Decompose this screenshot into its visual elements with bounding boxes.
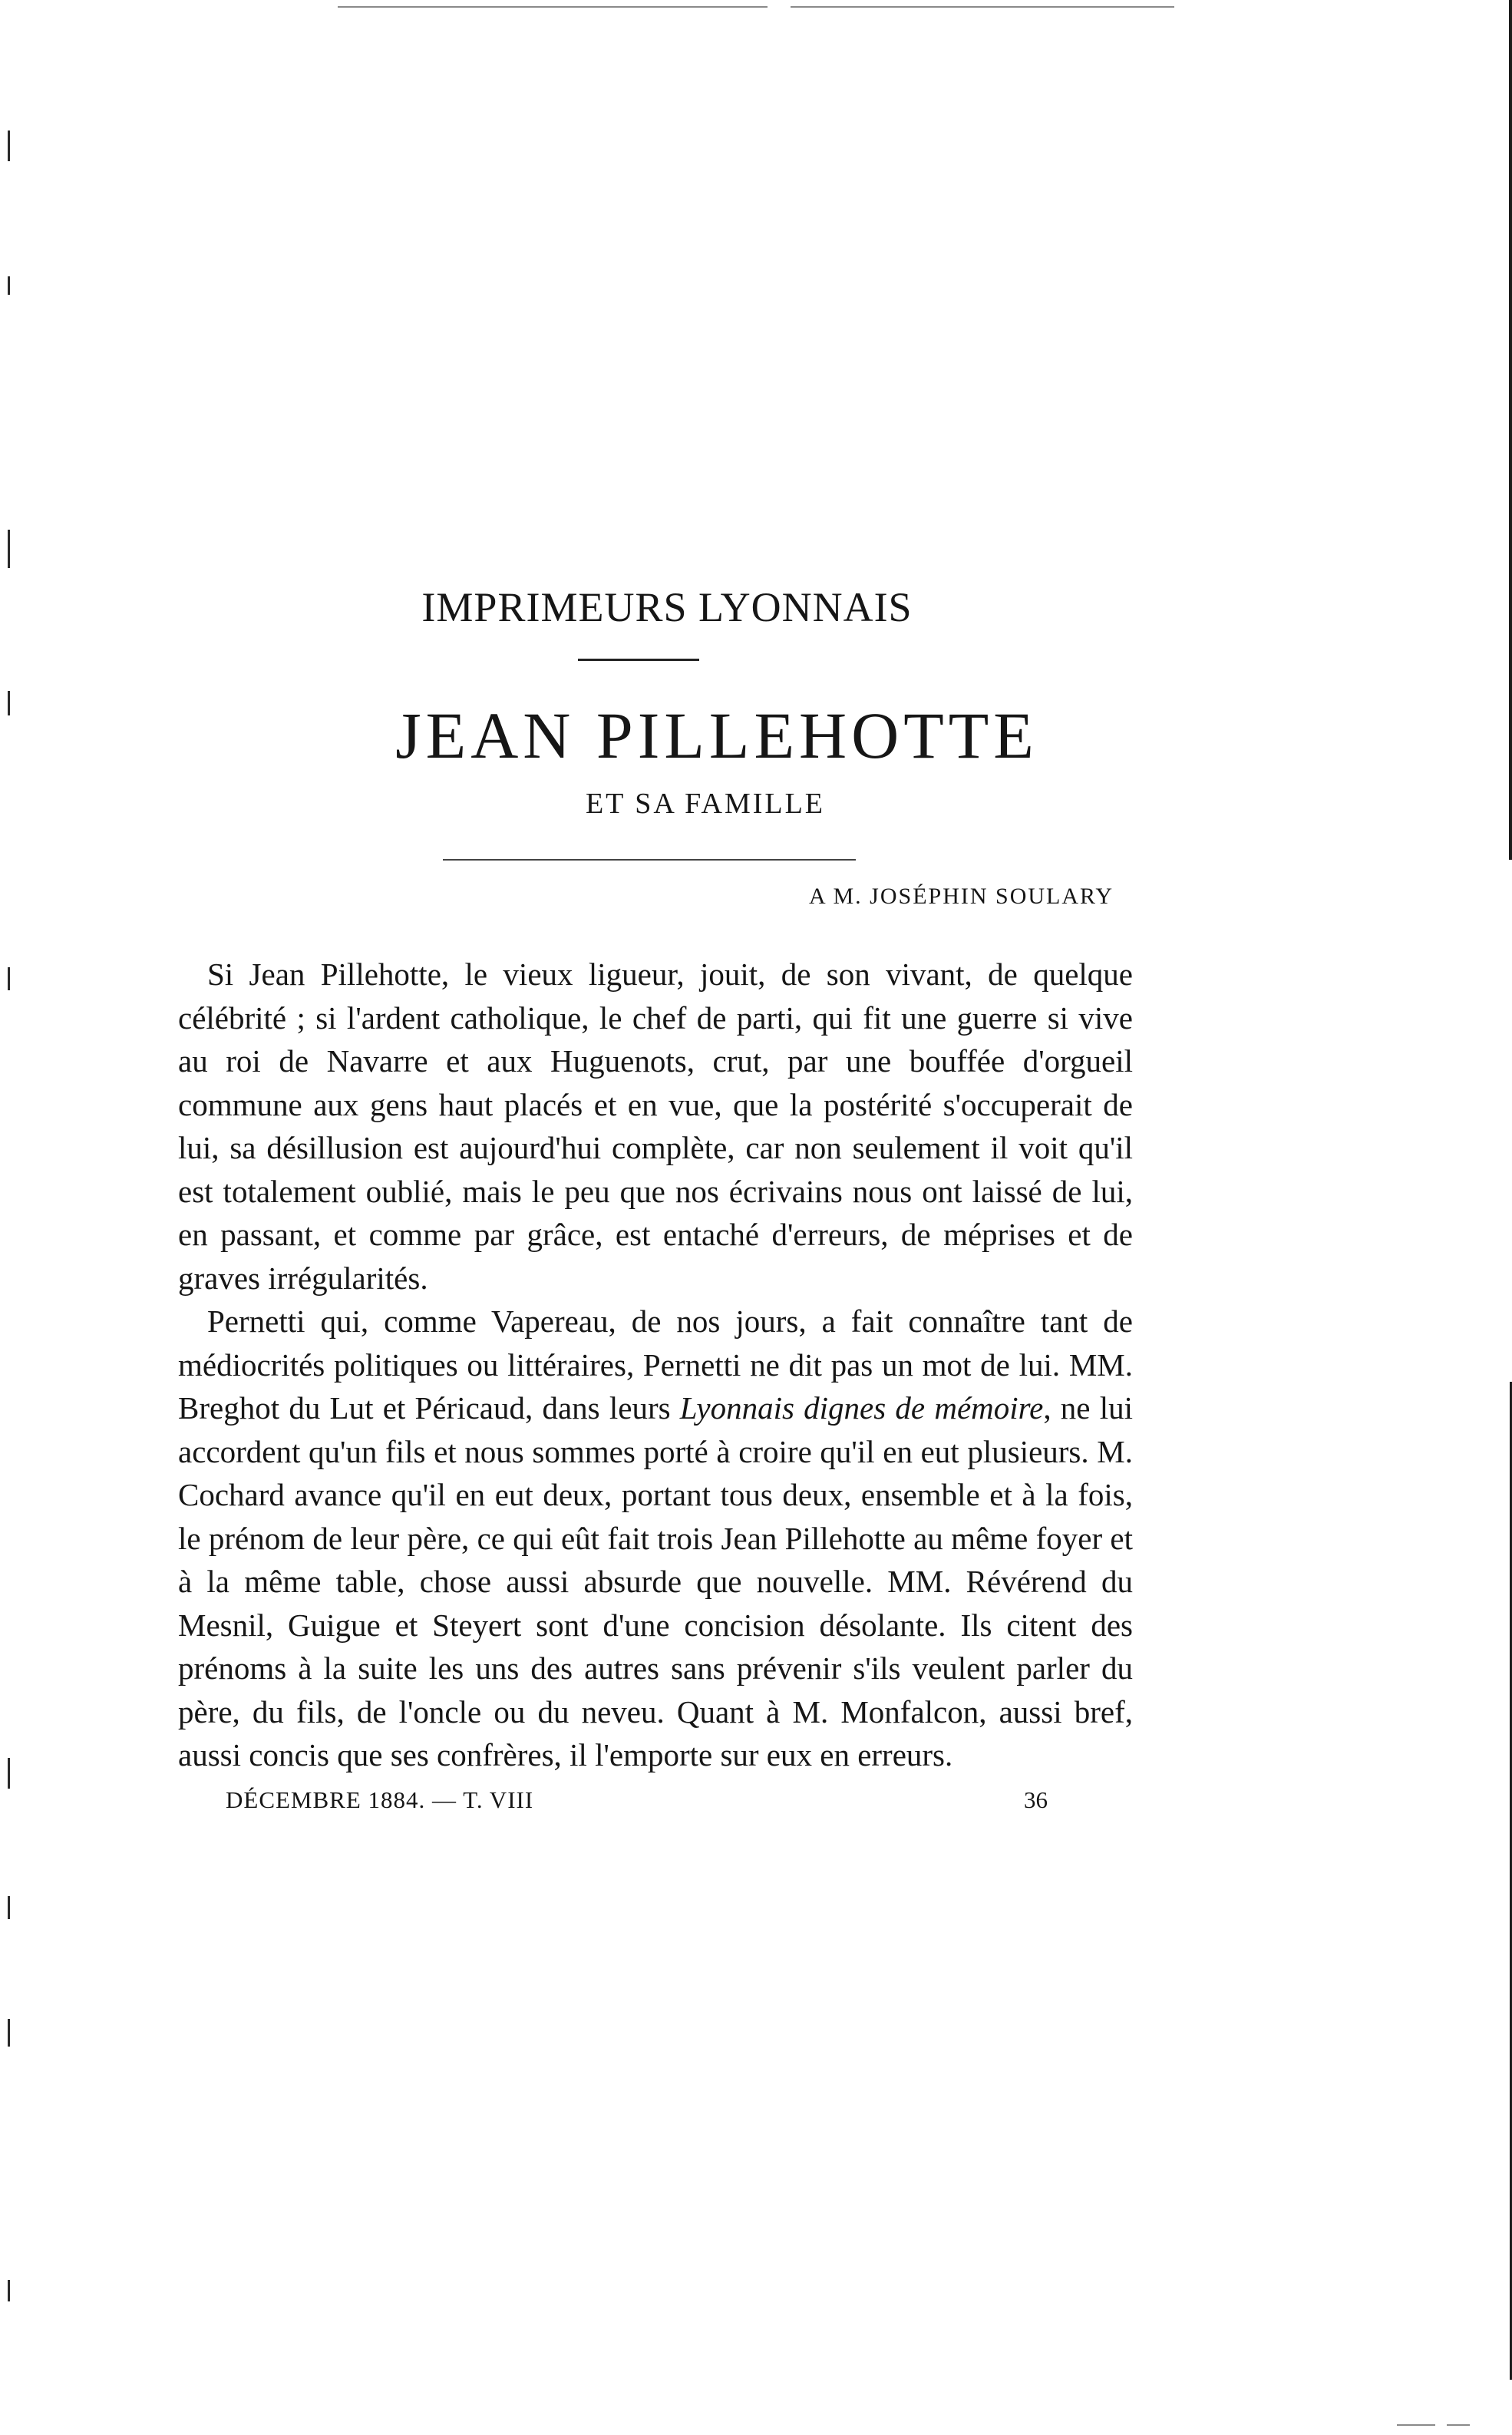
footer-issue: DÉCEMBRE 1884. — T. VIII [226, 1786, 534, 1813]
paragraph-1: Si Jean Pillehotte, le vieux ligueur, jouit, de son vivant, de quelque célébrité ; si l'ardent catholique, le chef de parti, qui fit une guerre si vive au roi de Navarre et aux Huguenots, crut, par une bouffée d'orgueil commune aux gens haut placés et en vue, que la postérité s'occuperait de lui, sa désillusion est aujourd'hui complète, car non seulement il voit qu'il est totalement oublié, mais le peu que nos écrivains nous ont laissé de lui, en passant, et comme par grâce, est entaché d'erreurs, de méprises et de graves irrégularités. [178, 956, 1133, 1296]
title-divider-short [578, 659, 699, 661]
top-scan-rule-left [338, 6, 768, 8]
top-scan-rule-right [791, 6, 1174, 8]
book-title-italic: Lyonnais dignes de mémoire [679, 1390, 1044, 1426]
left-edge-mark [8, 2280, 10, 2301]
left-edge-mark [8, 2019, 10, 2047]
left-edge-mark [8, 131, 10, 161]
dedication: A M. JOSÉPHIN SOULARY [809, 884, 1114, 910]
bottom-scan-mark [1397, 2424, 1435, 2426]
left-edge-mark [8, 530, 10, 568]
paragraph-2 [178, 1300, 1133, 1777]
left-edge-mark [8, 1896, 10, 1919]
page-footer [178, 1786, 1133, 1825]
series-title: IMPRIMEURS LYONNAIS [421, 584, 913, 630]
left-edge-mark [8, 967, 10, 990]
subtitle: ET SA FAMILLE [585, 788, 826, 821]
paragraph-2-text-a: Pernetti qui, comme Vapereau, de nos jours, a fait connaître tant de médiocrités politiques ou littéraires, Pernetti ne dit pas un mot de lui. MM. Breghot du Lut et Péricaud, dans leurs [178, 1303, 1133, 1426]
left-edge-mark [8, 276, 10, 295]
paragraph-2-text-b: , ne lui accordent qu'un fils et nous sommes porté à croire qu'il en eut plusieurs. M. Cochard avance qu'il en eut deux, portant tous deux, ensemble et à la fois, le prénom de leur père, ce qui eût fait trois Jean Pillehotte au même foyer et à la même table, chose aussi absurde que nouvelle. MM. Révérend du Mesnil, Guigue et Steyert sont d'une concision désolante. Ils citent des prénoms à la suite les uns des autres sans prévenir s'ils veulent parler du père, du fils, de l'oncle ou du neveu. Quant à M. Monfalcon, aussi bref, aussi concis que ses confrères, il l'emporte sur eux en erreurs. [178, 1390, 1134, 1773]
page-number: 36 [1024, 1786, 1048, 1813]
article-body [178, 953, 1133, 1777]
main-title: JEAN PILLEHOTTE [395, 699, 1038, 772]
left-edge-mark [8, 1758, 10, 1789]
title-divider-long [443, 859, 856, 861]
bottom-scan-mark [1447, 2424, 1470, 2426]
page-content [178, 583, 1133, 1825]
right-edge-shadow [1509, 0, 1512, 860]
left-edge-mark [8, 691, 10, 715]
